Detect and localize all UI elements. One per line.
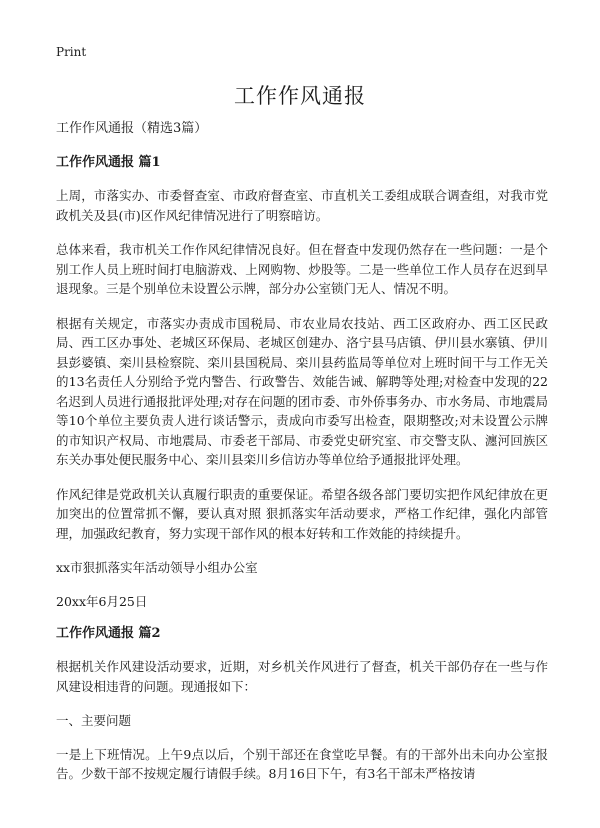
print-link[interactable]: Print [56,45,87,59]
section-heading-1: 工作作风通报 篇1 [56,155,161,170]
paragraph: 根据机关作风建设活动要求，近期，对乡机关作风进行了督查，机关干部仍存在一些与作风建设相违背的问题。现通报如下： [56,659,548,694]
section-heading-2: 工作作风通报 篇2 [56,626,161,641]
page-title: 工作作风通报 [234,84,366,108]
subheading: 一、主要问题 [56,713,132,728]
paragraph: 上周，市落实办、市委督查室、市政府督查室、市直机关工委组成联合调查组，对我市党政机关及县(市)区作风纪律情况进行了明察暗访。 [56,188,548,223]
paragraph: 根据有关规定，市落实办责成市国税局、市农业局农技站、西工区政府办、西工区民政局、西工区办事处、老城区环保局、老城区创建办、洛宁县马店镇、伊川县水寨镇、伊川县彭婆镇、栾川县检察院、栾川县国税局、栾川县药监局等单位对上班时间干与工作无关的13名责任人分别给予党内警告、行政警告、效能告诫、解聘等处理;对检查中发现的22名迟到人员进行通报批评处理;对存在问题的团市委、市外侨事务办、市水务局、市地震局等10个单位主要负责人进行谈话警示，责成向市委写出检查，限期整改;对未设置公示牌的市知识产权局、市地震局、市委老干部局、市委党史研究室、市交警支队、瀍河回族区东关办事处便民服务中心、栾川县栾川乡信访办等单位给予通报批评处理。 [56,315,548,467]
document-body [56,120,548,799]
signature-org: xx市狠抓落实年活动领导小组办公室 [56,560,258,575]
paragraph: 一是上下班情况。上午9点以后，个别干部还在食堂吃早餐。有的干部外出未向办公室报告。少数干部不按规定履行请假手续。8月16日下午，有3名干部未严格按请 [56,746,548,781]
signature-date: 20xx年6月25日 [56,593,148,609]
document-subtitle: 工作作风通报（精选3篇） [56,121,208,136]
paragraph: 总体来看，我市机关工作作风纪律情况良好。但在督查中发现仍然存在一些问题：一是个别工作人员上班时间打电脑游戏、上网购物、炒股等。二是一些单位工作人员存在迟到早退现象。三是个别单位未设置公示牌，部分办公室锁门无人、情况不明。 [56,242,548,296]
paragraph: 作风纪律是党政机关认真履行职责的重要保证。希望各级各部门要切实把作风纪律放在更加突出的位置常抓不懈，要认真对照 狠抓落实年活动要求，严格工作纪律，强化内部管理，加强政纪教育，努力实现干部作风的根本好转和工作效能的持续提升。 [56,486,548,541]
